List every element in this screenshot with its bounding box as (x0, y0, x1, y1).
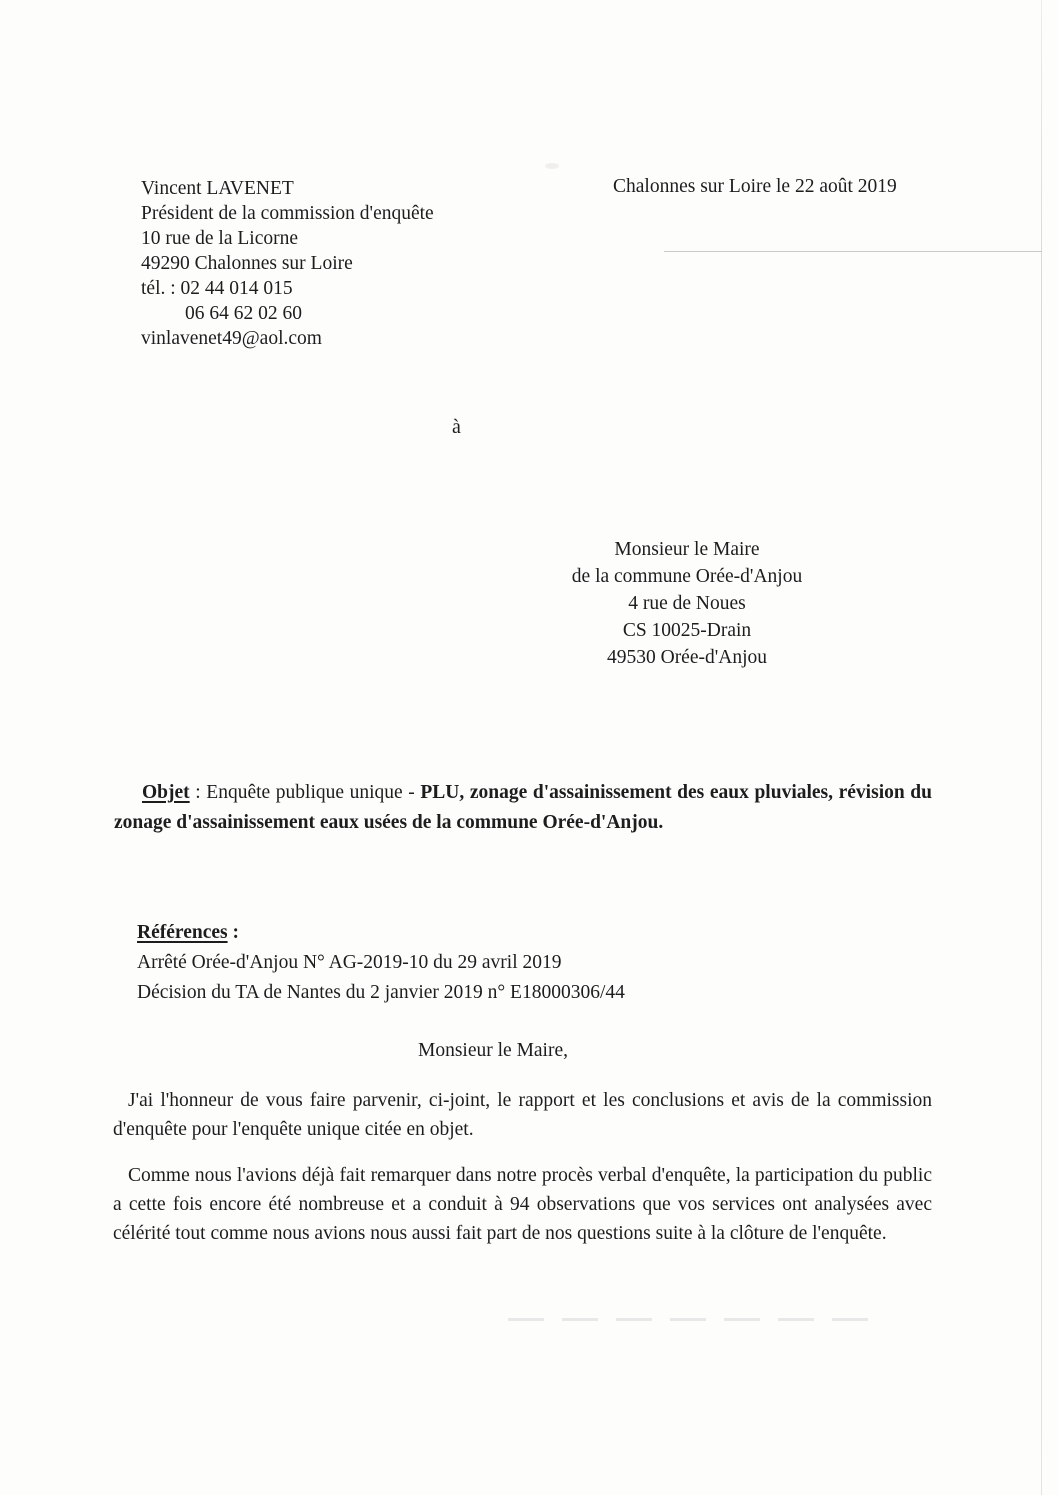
scan-dot (545, 163, 559, 169)
subject-separator: : (189, 782, 207, 803)
to-marker: à (452, 416, 461, 438)
subject-normal-text: Enquête publique unique - (206, 782, 421, 803)
subject-paragraph (114, 778, 932, 838)
sender-title: Président de la commission d'enquête (141, 203, 434, 224)
sender-phone-2: 06 64 62 02 60 (185, 303, 302, 324)
scan-smudge (508, 1318, 870, 1321)
scan-edge-line (1041, 0, 1042, 1495)
date-line: Chalonnes sur Loire le 22 août 2019 (613, 176, 897, 197)
body-paragraph-1: J'ai l'honneur de vous faire parvenir, ci-joint, le rapport et les conclusions et avis de la commission d'enquête pour l'enquête unique citée en objet. (113, 1090, 932, 1140)
reference-line: Arrêté Orée-d'Anjou N° AG-2019-10 du 29 avril 2019 (137, 952, 562, 973)
recipient-block (516, 536, 858, 671)
body-paragraph-2: Comme nous l'avions déjà fait remarquer dans notre procès verbal d'enquête, la participation du public a cette fois encore été nombreuse et a conduit à 94 observations que vos services ont analysées avec célérité tout comme nous avions nous aussi fait part de nos questions suite à la clôture de l'enquête. (113, 1165, 932, 1244)
sender-city: 49290 Chalonnes sur Loire (141, 253, 353, 274)
sender-email: vinlavenet49@aol.com (141, 328, 322, 349)
recipient-street: 4 rue de Noues (628, 593, 746, 614)
subject-label: Objet (142, 782, 190, 803)
subject-bold-text: PLU, zonage d'assainissement des eaux pluviales, révision du zonage d'assainissement eaux usées de la commune Orée-d'Anjou. (114, 782, 932, 833)
recipient-city: 49530 Orée-d'Anjou (606, 647, 768, 668)
reference-line: Décision du TA de Nantes du 2 janvier 2019 n° E18000306/44 (137, 982, 625, 1003)
sender-phone-1: tél. : 02 44 014 015 (141, 278, 293, 299)
references-block (137, 918, 625, 1008)
sender-street: 10 rue de la Licorne (141, 228, 299, 249)
recipient-cs: CS 10025-Drain (622, 620, 752, 641)
sender-name: Vincent LAVENET (141, 178, 294, 199)
references-label: Références (137, 922, 228, 943)
sender-block (141, 176, 434, 351)
salutation: Monsieur le Maire, (418, 1040, 569, 1061)
references-colon: : (227, 922, 239, 943)
references-heading (137, 918, 625, 948)
recipient-commune: de la commune Orée-d'Anjou (571, 566, 803, 587)
scan-horizontal-line (664, 251, 1042, 252)
recipient-name: Monsieur le Maire (614, 539, 760, 560)
